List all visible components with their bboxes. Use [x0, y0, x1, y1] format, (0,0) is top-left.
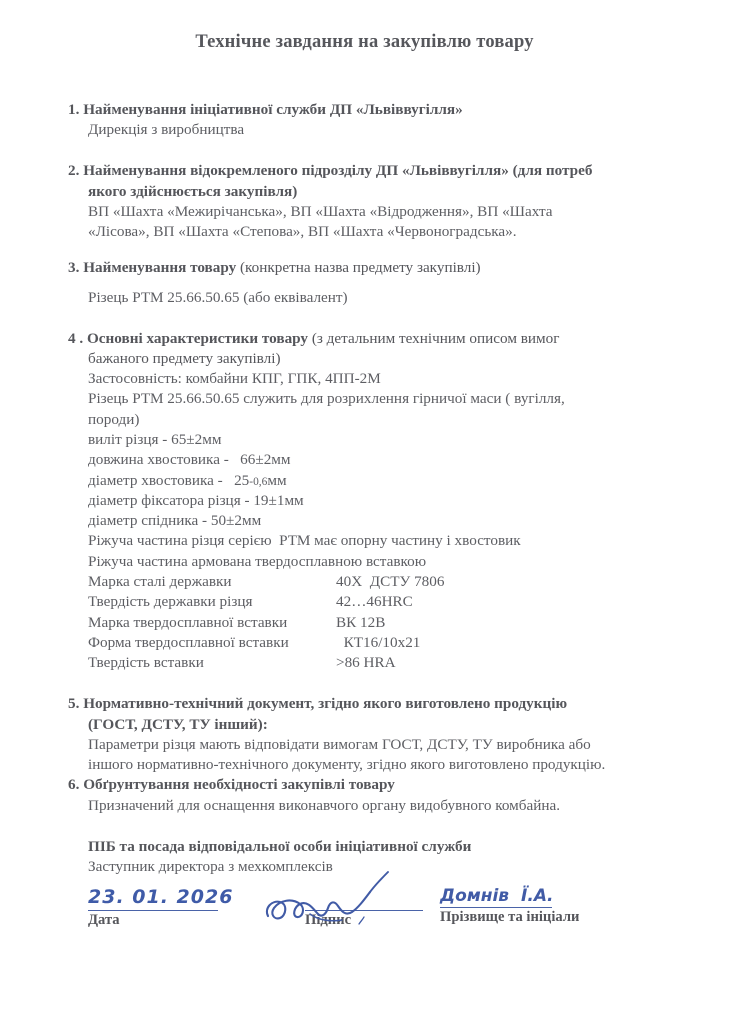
- spec-diameter-shank-label: діаметр хвостовика - 25: [88, 471, 250, 489]
- initials-handwritten-value: Ї.А.: [521, 886, 554, 906]
- spec-value: ВК 12В: [336, 613, 386, 631]
- date-column: [88, 888, 238, 929]
- spec-line: довжина хвостовика - 66±2мм: [88, 451, 291, 469]
- section-1: [0, 100, 729, 140]
- spec-line-diameter-shank: [88, 471, 668, 491]
- spacer: [68, 279, 668, 288]
- section-5-heading: [68, 694, 668, 734]
- spec-line: виліт різця - 65±2мм: [88, 431, 222, 449]
- section-6-number: 6.: [68, 776, 80, 794]
- spacer: [0, 816, 729, 837]
- section-1-body: Дирекція з виробництва: [88, 121, 245, 139]
- spec-line: Різець РТМ 25.66.50.65 служить для розрихлення гірничої маси ( вугілля,: [88, 390, 565, 408]
- spec-value: 42…46HRC: [336, 593, 413, 611]
- name-underline: [440, 907, 552, 908]
- signature-underline: [305, 910, 423, 911]
- responsible-person-body: Заступник директора з мехкомплексів: [88, 857, 333, 875]
- spec-row: [88, 653, 668, 673]
- section-4-heading-note: (з детальним технічним описом вимог: [308, 329, 560, 347]
- date-underline: [88, 910, 218, 911]
- section-6-body: Призначений для оснащення виконавчого органу видобувного комбайна.: [88, 796, 561, 814]
- section-3-number: 3.: [68, 259, 80, 277]
- section-3-body: Різець РТМ 25.66.50.65 (або еквівалент): [88, 288, 348, 306]
- section-2-body: [68, 202, 668, 242]
- name-handwritten-wrap: [440, 888, 670, 905]
- section-6-heading-text: Обґрунтування необхідності закупівлі товару: [83, 776, 395, 794]
- section-5-heading-line-1: Нормативно-технічний документ, згідно якого виготовлено продукцію: [83, 695, 568, 713]
- spec-line: діаметр фіксатора різця - 19±1мм: [88, 491, 304, 509]
- section-2: [0, 161, 729, 242]
- section-5: [0, 694, 729, 775]
- section-3: [0, 258, 729, 307]
- spec-row: [88, 613, 668, 633]
- spec-line: Застосовність: комбайни КПГ, ГПК, 4ПП-2М: [88, 370, 381, 388]
- section-2-body-line-2: «Лісова», ВП «Шахта «Степова», ВП «Шахта «Червоноградська».: [88, 223, 517, 241]
- section-2-heading-line-1: Найменування відокремленого підрозділу ДП «Львіввугілля» (для потреб: [83, 162, 593, 180]
- spec-key: Марка сталі державки: [88, 573, 232, 590]
- date-handwritten-value: 23. 01. 2026: [88, 886, 234, 908]
- spec-diameter-shank-unit: мм: [267, 471, 287, 489]
- spec-key: Форма твердосплавної вставки: [88, 633, 289, 651]
- section-4-heading-line-2: бажаного предмету закупівлі): [88, 349, 281, 367]
- spec-diameter-shank-tolerance: -0,6: [249, 475, 268, 488]
- section-4-spec-list: [68, 369, 668, 673]
- name-label: Прізвище та ініціали: [440, 909, 580, 925]
- name-column: [440, 888, 670, 926]
- page-title: Технічне завдання на закупівлю товару: [195, 32, 534, 52]
- spec-row: [88, 592, 668, 612]
- spec-line: породи): [88, 410, 140, 428]
- section-5-number: 5.: [68, 695, 80, 713]
- section-5-heading-line-2: (ГОСТ, ДСТУ, ТУ інший):: [88, 715, 268, 733]
- section-3-heading: [68, 258, 668, 278]
- section-5-body: [68, 735, 668, 775]
- date-label: Дата: [88, 912, 120, 928]
- spec-value: >86 HRA: [336, 654, 396, 672]
- responsible-person-block: [0, 837, 729, 877]
- surname-handwritten-value: Домнів: [440, 886, 510, 906]
- spec-key: Марка твердосплавної вставки: [88, 613, 288, 631]
- spec-line: діаметр спідника - 50±2мм: [88, 512, 262, 530]
- section-6-heading: [68, 775, 668, 795]
- spacer: [0, 242, 729, 258]
- section-2-heading: [68, 161, 668, 201]
- spec-row: [88, 572, 668, 592]
- section-2-number: 2.: [68, 162, 80, 180]
- responsible-person-heading: ПІБ та посада відповідальної особи ініціативної служби: [88, 837, 472, 855]
- spacer: [0, 140, 729, 161]
- spec-key: Твердість вставки: [88, 654, 204, 672]
- section-2-heading-line-2: якого здійснюється закупівля): [88, 182, 298, 200]
- section-4-number: 4 .: [68, 329, 84, 347]
- spec-row: [88, 633, 668, 653]
- spec-line: Ріжуча частина армована твердосплавною вставкою: [88, 552, 427, 570]
- document-body: [0, 100, 729, 877]
- spec-key: Твердість державки різця: [88, 593, 253, 611]
- section-1-heading-text: Найменування ініціативної служби ДП «Львіввугілля»: [83, 101, 463, 118]
- section-2-body-line-1: ВП «Шахта «Межирічанська», ВП «Шахта «Відродження», ВП «Шахта: [88, 202, 553, 220]
- section-1-heading: [68, 100, 668, 120]
- section-6: [0, 775, 729, 815]
- signature-block: [0, 880, 729, 960]
- spec-value: КТ16/10х21: [336, 633, 421, 651]
- section-3-heading-note: (конкретна назва предмету закупівлі): [236, 259, 481, 277]
- signature-label: Підпис: [305, 912, 352, 928]
- section-5-body-line-1: Параметри різця мають відповідати вимогам ГОСТ, ДСТУ, ТУ виробника або: [88, 735, 591, 753]
- spacer: [0, 308, 729, 329]
- section-4: [0, 329, 729, 674]
- section-4-heading: [68, 329, 668, 369]
- spec-line: Ріжуча частина різця серією РТМ має опорну частину і хвостовик: [88, 532, 521, 550]
- section-1-number: 1.: [68, 101, 80, 118]
- section-3-heading-text: Найменування товару: [83, 259, 237, 277]
- section-4-heading-text: Основні характеристики товару: [86, 329, 309, 347]
- spec-value: 40Х ДСТУ 7806: [336, 573, 445, 590]
- section-5-body-line-2: іншого нормативно-технічного документу, згідно якого виготовлено продукцію.: [88, 756, 606, 774]
- spacer: [0, 673, 729, 694]
